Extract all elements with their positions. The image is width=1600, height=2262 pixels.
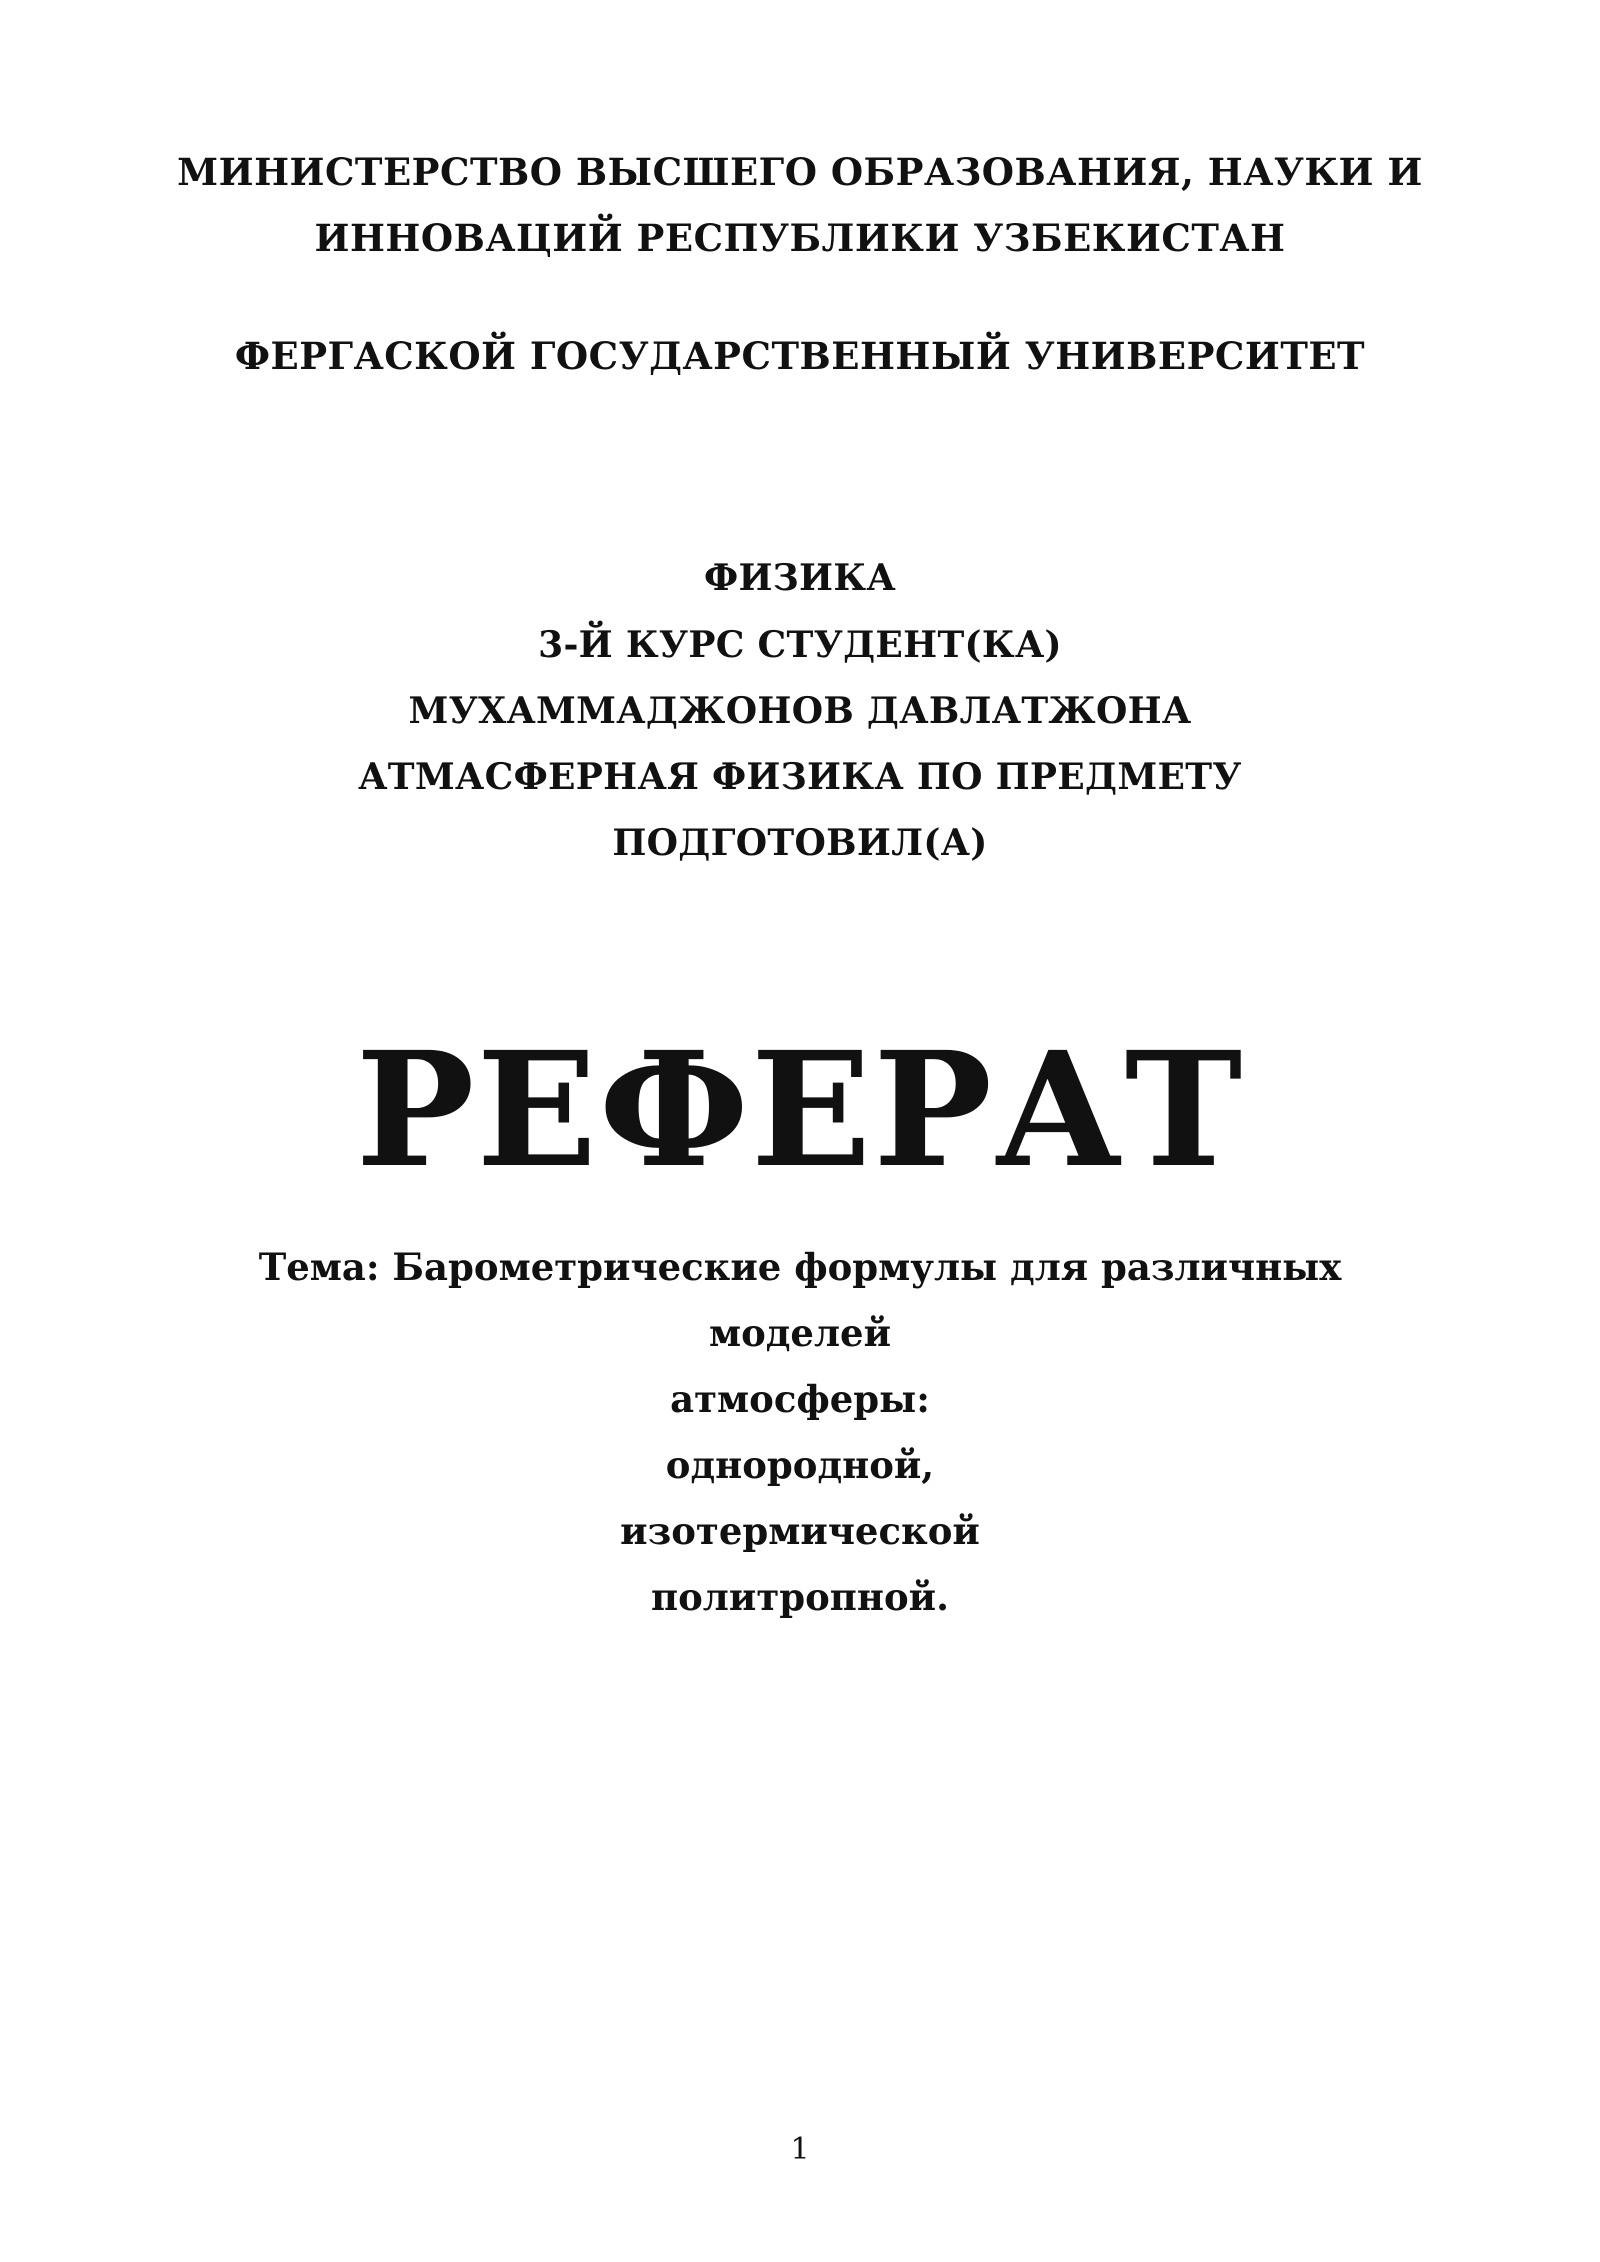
ministry-line-1: МИНИСТЕРСТВО ВЫСШЕГО ОБРАЗОВАНИЯ, НАУКИ И	[177, 150, 1423, 194]
topic-line-2: моделей	[708, 1311, 892, 1355]
topic-line-6: политропной.	[651, 1575, 949, 1619]
faculty-name: ФИЗИКА	[703, 557, 896, 599]
page-number: 1	[790, 2132, 810, 2167]
topic-line-4: однородной,	[665, 1443, 935, 1487]
document-title: РЕФЕРАТ	[355, 1018, 1245, 1203]
ministry-line-2: ИННОВАЦИЙ РЕСПУБЛИКИ УЗБЕКИСТАН	[314, 216, 1286, 260]
topic-line-3: атмосферы:	[670, 1377, 930, 1421]
prepared-line: ПОДГОТОВИЛ(А)	[612, 822, 988, 864]
student-name: МУХАММАДЖОНОВ ДАВЛАТЖОНА	[408, 690, 1192, 732]
topic-line-5: изотермической	[620, 1509, 980, 1553]
subject-line: АТМАСФЕРНАЯ ФИЗИКА ПО ПРЕДМЕТУ	[358, 756, 1242, 798]
topic-line-1: Тема: Барометрические формулы для различных	[258, 1245, 1342, 1289]
course-line: 3-Й КУРС СТУДЕНТ(КА)	[538, 624, 1062, 666]
university-name: ФЕРГАСКОЙ ГОСУДАРСТВЕННЫЙ УНИВЕРСИТЕТ	[234, 334, 1366, 378]
